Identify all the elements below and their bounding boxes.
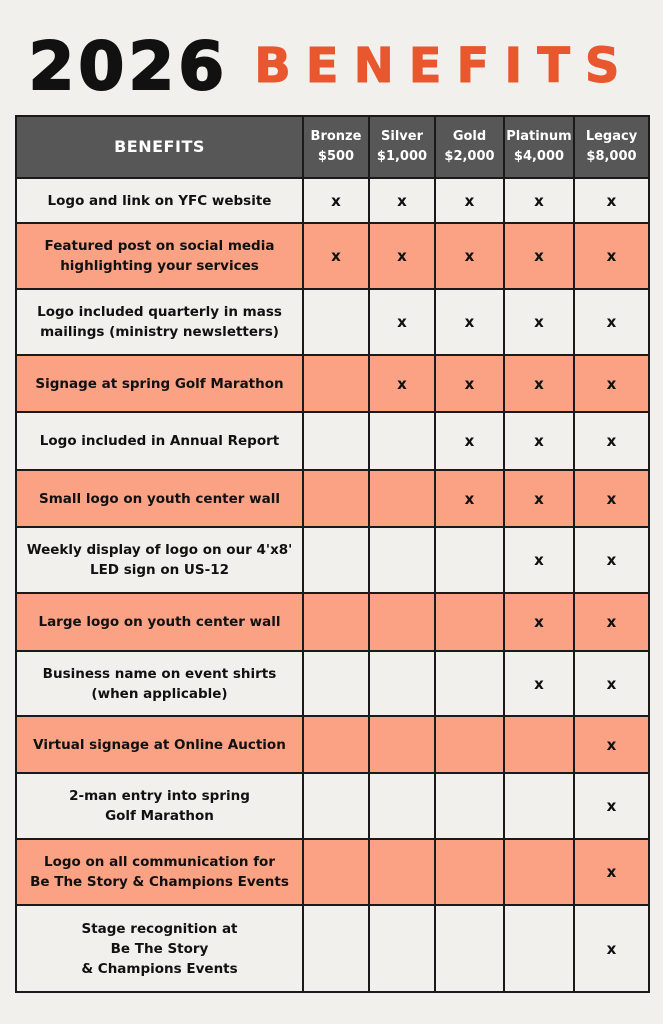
- benefit-label-line: Small logo on youth center wall: [38, 490, 280, 507]
- tier-cell: [369, 527, 435, 593]
- tier-cell: [369, 651, 435, 716]
- tier-cell: [574, 839, 649, 905]
- benefit-label-line: Logo and link on YFC website: [47, 192, 272, 209]
- check-mark: x: [534, 313, 544, 331]
- tier-cell: [435, 716, 504, 773]
- benefit-label-line: Featured post on social media: [44, 238, 275, 254]
- check-mark: x: [534, 489, 544, 508]
- tier-amount: $1,000: [376, 149, 428, 164]
- tier-cell: [369, 412, 435, 470]
- check-mark: x: [606, 551, 617, 569]
- benefit-label-line: Be The Story & Champions Events: [30, 874, 289, 890]
- check-mark: x: [606, 674, 617, 693]
- table-row: [16, 651, 649, 716]
- check-mark: x: [606, 374, 617, 393]
- check-mark: x: [606, 939, 617, 958]
- benefit-label-line: 2-man entry into spring: [69, 788, 250, 804]
- title-year: 2026: [28, 27, 229, 105]
- benefit-label-line: (when applicable): [91, 685, 228, 702]
- tier-cell: [303, 223, 369, 289]
- check-mark: x: [606, 313, 617, 331]
- tier-cell: [303, 839, 369, 905]
- tier-cell: [504, 839, 574, 905]
- tier-header-legacy: [574, 116, 649, 178]
- benefit-label: [16, 178, 303, 223]
- tier-name: Bronze: [310, 129, 362, 144]
- benefit-label-line: Logo included quarterly in mass: [37, 304, 282, 320]
- tier-cell: [303, 412, 369, 470]
- check-mark: x: [534, 674, 544, 693]
- tier-cell: [303, 651, 369, 716]
- benefit-label: [16, 593, 303, 651]
- tier-name: Silver: [381, 129, 423, 144]
- tier-cell: [369, 470, 435, 527]
- check-mark: x: [534, 374, 544, 393]
- tier-name: Gold: [452, 129, 487, 144]
- check-mark: x: [397, 247, 407, 265]
- tier-cell: [504, 412, 574, 470]
- page-title: [0, 22, 663, 110]
- check-mark: x: [331, 247, 341, 265]
- header-row: [16, 116, 649, 178]
- title-word: BENEFITS: [254, 38, 635, 94]
- benefit-label-line: mailings (ministry newsletters): [40, 324, 279, 340]
- tier-cell: [504, 905, 574, 992]
- benefits-header: BENEFITS: [16, 116, 303, 178]
- tier-cell: [435, 470, 504, 527]
- benefit-label-line: Golf Marathon: [105, 808, 214, 824]
- benefit-label-line: Logo on all communication for: [43, 854, 275, 870]
- check-mark: x: [464, 313, 475, 331]
- check-mark: x: [464, 191, 475, 210]
- tier-cell: [574, 412, 649, 470]
- check-mark: x: [606, 797, 617, 815]
- tier-cell: [303, 527, 369, 593]
- tier-amount: $500: [317, 149, 355, 164]
- tier-cell: [574, 773, 649, 839]
- tier-header-silver: [369, 116, 435, 178]
- tier-cell: [369, 289, 435, 355]
- tier-header-bronze: [303, 116, 369, 178]
- tier-cell: [435, 527, 504, 593]
- tier-cell: [435, 289, 504, 355]
- check-mark: x: [534, 613, 544, 631]
- tier-cell: [504, 651, 574, 716]
- benefit-label: [16, 470, 303, 527]
- table-row: [16, 593, 649, 651]
- check-mark: x: [397, 374, 407, 393]
- table-row: [16, 905, 649, 992]
- benefit-label: [16, 527, 303, 593]
- tier-cell: [574, 527, 649, 593]
- tier-amount: $2,000: [444, 149, 495, 164]
- benefit-label: [16, 223, 303, 289]
- benefit-label-line: Weekly display of logo on our 4'x8': [26, 542, 293, 558]
- benefits-table: [15, 115, 650, 993]
- table-row: [16, 839, 649, 905]
- benefit-label: [16, 412, 303, 470]
- benefit-label: [16, 839, 303, 905]
- tier-cell: [369, 355, 435, 412]
- tier-amount: $8,000: [586, 149, 637, 164]
- tier-cell: [303, 178, 369, 223]
- benefit-label: [16, 716, 303, 773]
- check-mark: x: [606, 432, 617, 450]
- benefit-label-line: & Champions Events: [81, 960, 238, 977]
- tier-cell: [574, 223, 649, 289]
- tier-cell: [369, 773, 435, 839]
- check-mark: x: [606, 863, 617, 881]
- tier-cell: [303, 355, 369, 412]
- benefit-label-line: Logo included in Annual Report: [39, 433, 280, 449]
- benefit-label-line: Signage at spring Golf Marathon: [35, 375, 284, 392]
- tier-cell: [435, 223, 504, 289]
- tier-cell: [369, 593, 435, 651]
- tier-cell: [574, 593, 649, 651]
- tier-cell: [574, 905, 649, 992]
- tier-cell: [303, 716, 369, 773]
- check-mark: x: [606, 613, 617, 631]
- check-mark: x: [534, 191, 544, 210]
- tier-cell: [435, 905, 504, 992]
- tier-cell: [303, 773, 369, 839]
- tier-cell: [574, 178, 649, 223]
- check-mark: x: [534, 551, 544, 569]
- tier-amount: $4,000: [513, 149, 565, 164]
- tier-cell: [504, 773, 574, 839]
- tier-cell: [435, 412, 504, 470]
- benefit-label-line: Stage recognition at: [81, 920, 238, 937]
- tier-cell: [435, 773, 504, 839]
- table-row: [16, 355, 649, 412]
- tier-cell: [504, 527, 574, 593]
- table-row: [16, 527, 649, 593]
- tier-cell: [435, 651, 504, 716]
- tier-cell: [435, 839, 504, 905]
- tier-cell: [303, 470, 369, 527]
- tier-header-platinum: [504, 116, 574, 178]
- tier-header-gold: [435, 116, 504, 178]
- check-mark: x: [464, 247, 475, 265]
- table-row: [16, 178, 649, 223]
- check-mark: x: [606, 735, 617, 754]
- tier-cell: [504, 289, 574, 355]
- table-row: [16, 716, 649, 773]
- benefit-label-line: Virtual signage at Online Auction: [33, 736, 286, 753]
- benefit-label: [16, 289, 303, 355]
- tier-name: Platinum: [506, 129, 572, 144]
- tier-cell: [303, 593, 369, 651]
- tier-name: Legacy: [585, 129, 638, 144]
- table-row: [16, 412, 649, 470]
- tier-cell: [574, 651, 649, 716]
- check-mark: x: [331, 191, 341, 210]
- benefit-label-line: highlighting your services: [60, 258, 259, 274]
- benefit-label: [16, 773, 303, 839]
- check-mark: x: [464, 432, 475, 450]
- benefit-label: [16, 905, 303, 992]
- check-mark: x: [534, 247, 544, 265]
- tier-cell: [369, 716, 435, 773]
- tier-cell: [574, 470, 649, 527]
- check-mark: x: [606, 191, 617, 210]
- table-row: [16, 470, 649, 527]
- tier-cell: [435, 178, 504, 223]
- check-mark: x: [606, 247, 617, 265]
- benefit-label: [16, 355, 303, 412]
- tier-cell: [303, 905, 369, 992]
- tier-cell: [574, 355, 649, 412]
- tier-cell: [369, 839, 435, 905]
- tier-cell: [574, 716, 649, 773]
- tier-cell: [504, 223, 574, 289]
- tier-cell: [369, 223, 435, 289]
- check-mark: x: [397, 313, 407, 331]
- check-mark: x: [606, 489, 617, 508]
- tier-cell: [504, 470, 574, 527]
- tier-cell: [369, 905, 435, 992]
- tier-cell: [504, 178, 574, 223]
- tier-cell: [369, 178, 435, 223]
- table-row: [16, 223, 649, 289]
- tier-cell: [303, 289, 369, 355]
- check-mark: x: [464, 489, 475, 508]
- check-mark: x: [397, 191, 407, 210]
- tier-cell: [504, 593, 574, 651]
- tier-cell: [435, 593, 504, 651]
- table-row: [16, 289, 649, 355]
- benefit-label-line: Business name on event shirts: [42, 665, 277, 682]
- benefit-label: [16, 651, 303, 716]
- benefit-label-line: LED sign on US-12: [89, 562, 230, 578]
- tier-cell: [504, 355, 574, 412]
- tier-cell: [574, 289, 649, 355]
- check-mark: x: [464, 374, 475, 393]
- tier-cell: [435, 355, 504, 412]
- benefit-label-line: Large logo on youth center wall: [38, 614, 281, 630]
- tier-cell: [504, 716, 574, 773]
- check-mark: x: [534, 432, 544, 450]
- table-row: [16, 773, 649, 839]
- benefit-label-line: Be The Story: [110, 940, 209, 957]
